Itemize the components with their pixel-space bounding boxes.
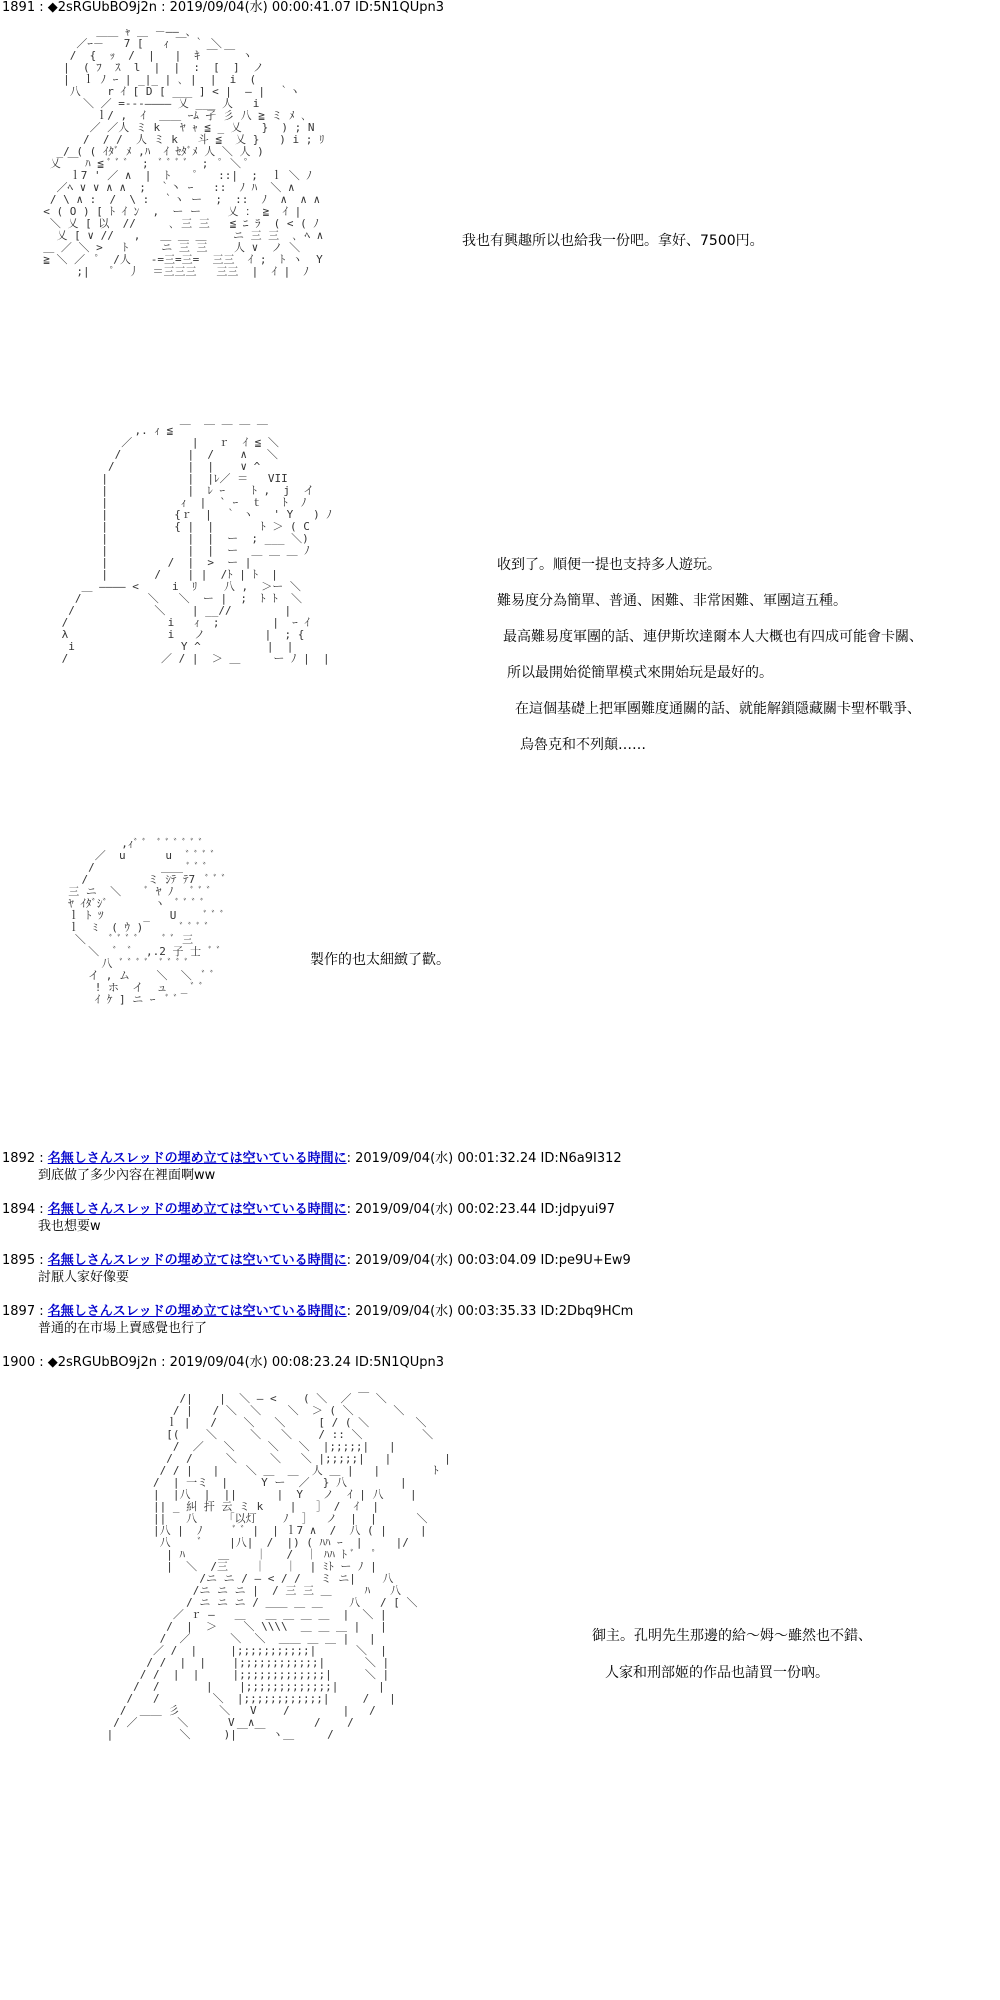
ascii-art-character-3: ,ｨﾞ ﾞ ﾞ ﾞ ﾞ ﾞ ﾞ ﾞ ／ u u ﾞ ﾞ ﾞ ﾞ / ＿＿ ﾞ ﾞ ﾞ / ミ ｼﾃ ﾃ7 ﾞ ﾞ ﾞ 三 ニ ＼ ﾞ ﾔ ﾉ ﾞ ﾞ ﾞ ﾔ ｲﾀﾞｼﾞ ヽ ﾞ ﾞ ﾞ ﾞ ｌ ﾄ ﾂ _ U ﾞ ﾞ ﾞ ｌ ﾐ ( ｳ ) ﾞ ﾞ ﾞ ﾞ ＼ ﾞ ﾞ ﾞ ﾞ ﾞ ﾞ 三 ＼ ﾞ ﾞ ,.2 子 士 ﾞ ﾞ 八 ﾞ ﾞ ﾞ ﾞ ﾞ ﾞ ﾞ ﾞ イ , ム ＼ ＼ ﾞ ﾞ ! ホ イ ュ _ ﾞ ﾞ ｲ ｹ ] ニ ｰ ﾞ ﾞ <box>68 837 227 1006</box>
post-header-1900: 1900 : ◆2sRGUbBO9j2n : 2019/09/04(水) 00:08:23.24 ID:5N1QUpn3 <box>2 1355 445 1370</box>
dialog-4-line-1: 御主。孔明先生那邊的給～姆～雖然也不錯、 <box>592 1628 872 1644</box>
post-header-1891: 1891 : ◆2sRGUbBO9j2n : 2019/09/04(水) 00:00:41.07 ID:5N1QUpn3 <box>2 0 445 15</box>
dialog-4-line-2: 人家和刑部姬的作品也請買一份吶。 <box>605 1665 829 1681</box>
dialog-2-line-2: 難易度分為簡單、普通、困難、非常困難、軍團這五種。 <box>497 593 847 609</box>
post-author-trip: ◆2sRGUbBO9j2n <box>47 1355 157 1370</box>
ascii-art-character-4: /| | ＼ ― < ( ＼ ／ ￣ ＼ / | / ＼ ＼ ＼ ＞ ( ＼ ＼ ｌ | / ＼ ＼ [ / ( ＼ ＼ [( ＼ ＼ ＼ / :: ＼ ＼ / ／ ＼ ＼ ＼ |;;;;;| | / / ＼ ＼ ＼ |;;;;;| | | / / | | ＼ ＿ ＿ 人 ＿ | | ﾄ / | 一ミ | Y ー ／ } 八 | | |八 | || | Y ノ ｲ | 八 | || _ 糾 扞 云 ミ k | ］ / ｲ | || 八 「以灯 ﾉ ］ ノ | | ＼ |八 | ﾉ ﾞ ﾞ | | ｌ7 ∧ / 八 ( | | 八 ﾞ |八| / |) ( ﾊﾊ ｰ | |/ | ﾊ ＿ ｜ / ｜ ﾊﾊ ﾄ ﾞ ﾟ | ＼ /三 ｜ ｜ | ﾐﾄ ー ﾉ | /ニ ニ / ― < / / ミ ニ| 八 /ニ ニ ニ | / 三 三 ＿ ﾊ 八 / ニ ニ ニ / ＿＿ ＿ ＿ 八 / [ ＼ ／ ｒ ― ＿ ＿ ＿ ＿ ＿ | ＼ | / | ＞ ＼ \\\\ ＿ ＿ ＿ | | / ／ ＼ ＼ ＿＿ ＿ ＿ | | ／ / | |;;;;;;;;;;;| ＼ | / / | | |;;;;;;;;;;;;| ＼ | / / | | |;;;;;;;;;;;;;| ＼ | / / | |;;;;;;;;;;;;;| | / / ＼ |;;;;;;;;;;;;| / | / ＿＿ 彡 ＼ V / | / / ／ ＼ V ∧ / / | ＼ )|￣ ￣ ヽ＿ / <box>106 1392 451 1741</box>
post-body-1892: 到底做了多少內容在裡面啊ww <box>38 1168 216 1183</box>
dialog-2-line-4: 所以最開始從簡單模式來開始玩是最好的。 <box>507 665 773 681</box>
post-body-1894: 我也想要w <box>38 1219 101 1234</box>
post-author-link[interactable]: 名無しさんスレッドの埋め立ては空いている時間に <box>47 1202 347 1217</box>
post-number[interactable]: 1895 <box>2 1253 36 1268</box>
post-header-1895: 1895 : 名無しさんスレッドの埋め立ては空いている時間に: 2019/09/04(水) 00:03:04.09 ID:pe9U+Ew9 <box>2 1253 631 1268</box>
dialog-2-line-1: 收到了。順便一提也支持多人遊玩。 <box>497 557 721 573</box>
dialog-2-line-5: 在這個基礎上把軍團難度通關的話、就能解鎖隱藏關卡聖杯戰爭、 <box>515 701 921 717</box>
post-author-link[interactable]: 名無しさんスレッドの埋め立ては空いている時間に <box>47 1253 347 1268</box>
post-number[interactable]: 1900 <box>2 1355 36 1370</box>
ascii-art-character-2: ,. ｨ ≦ ￣ ￣ ￣ ￣ ￣ ／ | ｒ ｲ ≦ ＼ / | / ∧ ＼ / | | ∨ ^ | | |ﾚ／ ＝ VII | | ﾚ ｰ ﾄ , j イ | ｨ | ` ｰ ｔ ﾄ ﾉ | {ｒ | ｀ ヽ ' Y ) ﾉ | { | | ﾄ ＞ ( C | | | ー ; ___ ＼) | | | ー ＿ ＿ ＿ ﾉ | / | > ー | | / | | /ﾄ | ﾄ | ＿ ―――― < i ﾘ 八 , ＞ー ＼ / ＼ ＼ ー | ; ﾄ ﾄ ＼ / ＼ | __// | / i ｨ ; | ｰ ｲ λ i ノ | ; { i Y ^ | | / ／ / | ＞ ＿ ー ﾉ | | <box>61 424 332 665</box>
post-date-id: 2019/09/04(水) 00:02:23.44 ID:jdpyui97 <box>355 1202 615 1217</box>
post-date-id: 2019/09/04(水) 00:01:32.24 ID:N6a9I312 <box>355 1151 622 1166</box>
post-number[interactable]: 1892 <box>2 1151 36 1166</box>
post-number[interactable]: 1891 <box>2 0 36 15</box>
post-date-id: 2019/09/04(水) 00:03:04.09 ID:pe9U+Ew9 <box>355 1253 631 1268</box>
post-date-id: 2019/09/04(水) 00:00:41.07 ID:5N1QUpn3 <box>169 0 445 15</box>
ascii-art-character-1: ＿＿ ｬ ＿ －―― 、 ／ｰ－ 7 [ ｨ ￣ ｀ ＼ / { ｯ / | | ｷ ￣ ￣ ヽ | ( ﾌ ｽ l | | : [ ] ノ | ｌ ﾉ ｰ | _|_ | ､ | | i ( 八 r ｲ [ D [ ___ ] < | ― | ｀ヽ ＼ ／ =---―――― 乂 ___ 人 i ｌ/ , ｲ ＿＿ ｰﾑ 孑 彡 八 ≧ ミ ﾒ ､ ／ ／人 ミ k ﾔ ｬ ≦ _ 乂 } ) ; N / / / 人 ミ k 斗 ≦ 乂 } ) i ; ﾘ _/ ( ( ｲﾀﾞ ﾒ ,ﾊ ｲ ｾﾀﾞﾒ 人 ＼ 人 ) 乂 ￣ ﾊ ≦ ﾞ ﾞ ﾞ ; ﾞ ﾞ ﾞ ﾞ ; ﾟ ＼ ﾟ ｌ7 ' ／ ∧ | ﾄ ﾟ ::| ; ｌ ＼ ﾉ ／ﾍ ∨ ∨ ∧ ∧ ; ｀丶 ｰ :: ﾉ ﾊ ＼ ∧ / \ ∧ : / \ : ｀ヽ ー ; :: ﾉ ∧ ∧ ∧ < ( O ) [ ﾄ ｲ ﾝ , ー ー 乂 ： ≧ ｲ | ＼ 乂 [ 以 // ､ 三 三 ≦ ﾆ ﾗ ( < ( ﾉ 乂 [ ∨ // , ＿ ＿ ＿ ニ 三 三 ､ ﾍ ∧ ＿ ／ ＼ > ﾄ ニ 三 三 人 ∨ ノ ＼ ≧ ＼ ／ ﾟ /人 -=三=三= 三三 ｲ ; ﾄ ヽ Y ;| ﾟ 丿 ＝三三三 三三 | ｲ | ﾉ <box>43 25 325 278</box>
post-number[interactable]: 1894 <box>2 1202 36 1217</box>
post-header-1894: 1894 : 名無しさんスレッドの埋め立ては空いている時間に: 2019/09/04(水) 00:02:23.44 ID:jdpyui97 <box>2 1202 615 1217</box>
post-date-id: 2019/09/04(水) 00:08:23.24 ID:5N1QUpn3 <box>169 1355 445 1370</box>
post-author-link[interactable]: 名無しさんスレッドの埋め立ては空いている時間に <box>47 1151 347 1166</box>
dialog-1: 我也有興趣所以也給我一份吧。拿好、7500円。 <box>462 233 764 249</box>
post-date-id: 2019/09/04(水) 00:03:35.33 ID:2Dbq9HCm <box>355 1304 634 1319</box>
post-body-1897: 普通的在市場上賣感覺也行了 <box>38 1321 208 1336</box>
post-number[interactable]: 1897 <box>2 1304 36 1319</box>
dialog-2-line-6: 烏魯克和不列顛…… <box>520 737 646 753</box>
post-header-1892: 1892 : 名無しさんスレッドの埋め立ては空いている時間に: 2019/09/04(水) 00:01:32.24 ID:N6a9I312 <box>2 1151 622 1166</box>
post-author-link[interactable]: 名無しさんスレッドの埋め立ては空いている時間に <box>47 1304 347 1319</box>
post-author-trip: ◆2sRGUbBO9j2n <box>47 0 157 15</box>
post-body-1895: 討厭人家好像要 <box>38 1270 130 1285</box>
dialog-3: 製作的也太細緻了歡。 <box>310 952 450 968</box>
post-header-1897: 1897 : 名無しさんスレッドの埋め立ては空いている時間に: 2019/09/04(水) 00:03:35.33 ID:2Dbq9HCm <box>2 1304 634 1319</box>
dialog-2-line-3: 最高難易度軍團的話、連伊斯坎達爾本人大概也有四成可能會卡關、 <box>503 629 923 645</box>
